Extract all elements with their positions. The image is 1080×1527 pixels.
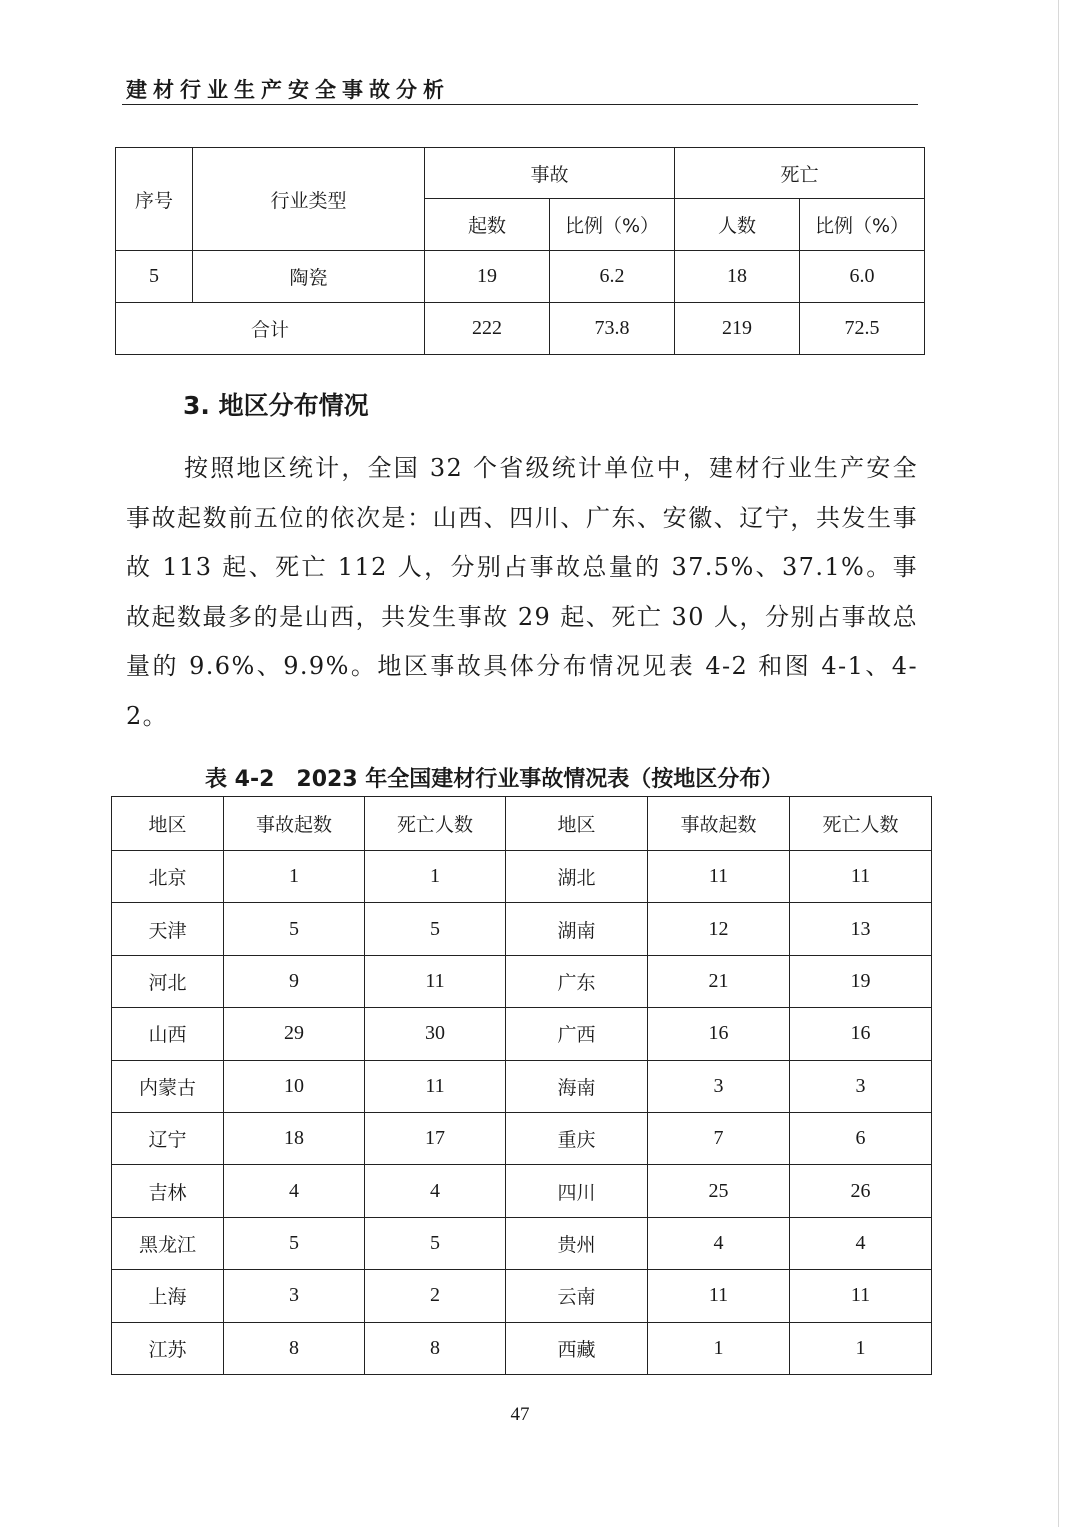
death-count: 17 xyxy=(365,1112,506,1164)
header-count: 起数 xyxy=(425,199,550,251)
death-count: 11 xyxy=(790,851,932,903)
header-ratio2: 比例（%） xyxy=(800,199,925,251)
death-count: 16 xyxy=(790,1008,932,1060)
table-caption: 表 4-2 2023 年全国建材行业事故情况表（按地区分布） xyxy=(205,767,784,792)
total-ratio: 73.8 xyxy=(550,303,675,355)
region-name: 西藏 xyxy=(506,1322,648,1374)
header-persons: 人数 xyxy=(675,199,800,251)
accident-count: 1 xyxy=(224,851,365,903)
accident-count: 10 xyxy=(224,1060,365,1112)
section-heading: 3. 地区分布情况 xyxy=(183,391,369,420)
table-row xyxy=(112,1008,932,1060)
header-seq: 序号 xyxy=(116,148,193,251)
accident-count: 25 xyxy=(648,1165,790,1217)
accident-count: 11 xyxy=(648,851,790,903)
death-count: 2 xyxy=(365,1270,506,1322)
death-count: 13 xyxy=(790,903,932,955)
scan-edge xyxy=(1058,0,1059,1527)
death-count: 8 xyxy=(365,1322,506,1374)
header-deaths-left: 死亡人数 xyxy=(365,797,506,851)
region-name: 上海 xyxy=(112,1270,224,1322)
table-header-row xyxy=(112,797,932,851)
accident-count: 21 xyxy=(648,955,790,1007)
region-name: 贵州 xyxy=(506,1217,648,1269)
page-number: 47 xyxy=(510,1404,530,1425)
row-persons: 18 xyxy=(675,251,800,303)
region-name: 湖北 xyxy=(506,851,648,903)
row-count: 19 xyxy=(425,251,550,303)
row-seq: 5 xyxy=(116,251,193,303)
body-paragraph: 按照地区统计，全国 32 个省级统计单位中，建材行业生产安全事故起数前五位的依次是：山西、四川、广东、安徽、辽宁，共发生事故 113 起、死亡 112 人，分别占事故总量的 37.5%、37.1%。事故起数最多的是山西，共发生事故 29 起、死亡 30 人，分别占事故总量的 9.6%、9.9%。地区事故具体分布情况见表 4-2 和图 4-1、4-2。 xyxy=(126,454,918,730)
death-count: 1 xyxy=(365,851,506,903)
total-count: 222 xyxy=(425,303,550,355)
region-accident-table xyxy=(111,796,932,1375)
accident-count: 5 xyxy=(224,1217,365,1269)
death-count: 6 xyxy=(790,1112,932,1164)
accident-count: 7 xyxy=(648,1112,790,1164)
accident-count: 3 xyxy=(224,1270,365,1322)
accident-count: 29 xyxy=(224,1008,365,1060)
row-ratio2: 6.0 xyxy=(800,251,925,303)
region-name: 江苏 xyxy=(112,1322,224,1374)
header-accident: 事故 xyxy=(425,148,675,199)
region-name: 重庆 xyxy=(506,1112,648,1164)
table-row xyxy=(112,1322,932,1374)
death-count: 11 xyxy=(365,955,506,1007)
header-count-left: 事故起数 xyxy=(224,797,365,851)
header-industry: 行业类型 xyxy=(193,148,425,251)
accident-count: 11 xyxy=(648,1270,790,1322)
region-name: 广东 xyxy=(506,955,648,1007)
region-name: 黑龙江 xyxy=(112,1217,224,1269)
region-name: 北京 xyxy=(112,851,224,903)
region-name: 广西 xyxy=(506,1008,648,1060)
header-count-right: 事故起数 xyxy=(648,797,790,851)
region-name: 内蒙古 xyxy=(112,1060,224,1112)
header-death: 死亡 xyxy=(675,148,925,199)
region-name: 云南 xyxy=(506,1270,648,1322)
table-row xyxy=(112,955,932,1007)
header-deaths-right: 死亡人数 xyxy=(790,797,932,851)
death-count: 30 xyxy=(365,1008,506,1060)
header-rule xyxy=(122,104,918,105)
death-count: 3 xyxy=(790,1060,932,1112)
total-row xyxy=(116,303,925,355)
total-ratio2: 72.5 xyxy=(800,303,925,355)
accident-count: 1 xyxy=(648,1322,790,1374)
region-name: 河北 xyxy=(112,955,224,1007)
death-count: 4 xyxy=(790,1217,932,1269)
accident-count: 12 xyxy=(648,903,790,955)
industry-accident-table xyxy=(115,147,925,355)
death-count: 11 xyxy=(365,1060,506,1112)
region-name: 海南 xyxy=(506,1060,648,1112)
region-name: 山西 xyxy=(112,1008,224,1060)
accident-count: 3 xyxy=(648,1060,790,1112)
running-header-title: 建材行业生产安全事故分析 xyxy=(126,78,450,102)
accident-count: 5 xyxy=(224,903,365,955)
table-row xyxy=(112,1270,932,1322)
accident-count: 4 xyxy=(224,1165,365,1217)
accident-count: 18 xyxy=(224,1112,365,1164)
region-name: 湖南 xyxy=(506,903,648,955)
death-count: 26 xyxy=(790,1165,932,1217)
death-count: 11 xyxy=(790,1270,932,1322)
accident-count: 8 xyxy=(224,1322,365,1374)
table-row xyxy=(112,1112,932,1164)
row-industry: 陶瓷 xyxy=(193,251,425,303)
table-row xyxy=(116,251,925,303)
death-count: 19 xyxy=(790,955,932,1007)
header-region-right: 地区 xyxy=(506,797,648,851)
header-ratio: 比例（%） xyxy=(550,199,675,251)
region-name: 四川 xyxy=(506,1165,648,1217)
table-row xyxy=(112,1165,932,1217)
table-row xyxy=(112,903,932,955)
death-count: 5 xyxy=(365,1217,506,1269)
death-count: 4 xyxy=(365,1165,506,1217)
table-row xyxy=(112,851,932,903)
region-name: 天津 xyxy=(112,903,224,955)
table-row xyxy=(112,1217,932,1269)
accident-count: 9 xyxy=(224,955,365,1007)
total-label: 合计 xyxy=(116,303,425,355)
death-count: 1 xyxy=(790,1322,932,1374)
death-count: 5 xyxy=(365,903,506,955)
accident-count: 16 xyxy=(648,1008,790,1060)
header-region-left: 地区 xyxy=(112,797,224,851)
accident-count: 4 xyxy=(648,1217,790,1269)
region-name: 吉林 xyxy=(112,1165,224,1217)
total-persons: 219 xyxy=(675,303,800,355)
row-ratio: 6.2 xyxy=(550,251,675,303)
region-name: 辽宁 xyxy=(112,1112,224,1164)
table-row xyxy=(112,1060,932,1112)
